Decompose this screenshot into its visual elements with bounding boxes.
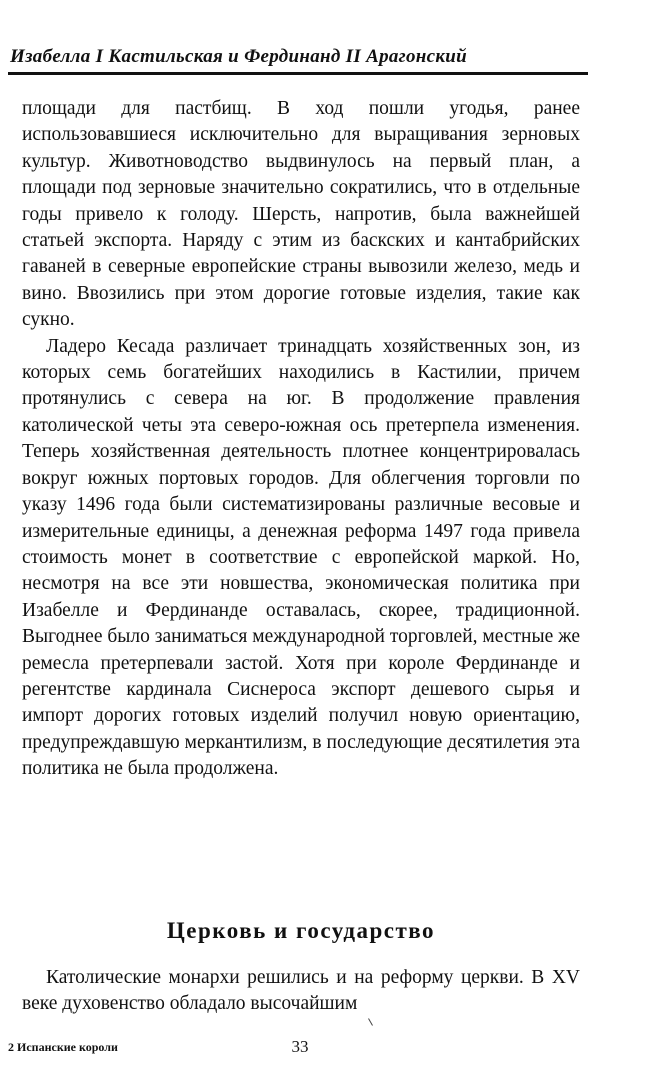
running-head: Изабелла I Кастильская и Фердинанд II Арагонский <box>10 46 468 67</box>
paragraph-2: Ладеро Кесада различает тринадцать хозяйственных зон, из которых семь богатейших находились в Кастилии, причем протянулись с севера на юг. В продолжение правления католической четы эта северо-южная ось претерпела изменения. Теперь хозяйственная деятельность плотнее концентрировалась вокруг южных портовых городов. Для облегчения торговли по указу 1496 года были систематизированы различные весовые и измерительные единицы, а денежная реформа 1497 года привела стоимость монет в соответствие с европейской маркой. Но, несмотря на все эти новшества, экономическая политика при Изабелле и Фердинанде оставалась, скорее, традиционной. Выгоднее было заниматься международной торговлей, местные же ремесла претерпевали застой. Хотя при короле Фердинанде и регентстве кардинала Сиснероса экспорт дешевого сырья и импорт дорогих готовых изделий получил новую ориентацию, предупреждавшую меркантилизм, в последующие десятилетия эта политика не была продолжена. <box>22 335 580 780</box>
header-rule <box>8 72 588 75</box>
print-speck <box>368 1018 373 1025</box>
main-text <box>22 96 580 783</box>
section-heading: Церковь и государство <box>166 918 436 943</box>
signature-mark: 2 Испанские короли <box>8 1040 118 1054</box>
page-number: 33 <box>291 1037 309 1056</box>
section-paragraph: Католические монархи решились и на реформу церкви. В XV веке духовенство обладало высочайшим <box>22 967 580 1015</box>
paragraph-1: площади для пастбищ. В ход пошли угодья, ранее использовавшиеся исключительно для выращивания зерновых культур. Животноводство выдвинулось на первый план, а площади под зерновые значительно сократились, что в отдельные годы привело к голоду. Шерсть, напротив, была важнейшей статьей экспорта. Наряду с этим из баскских и кантабрийских гаваней в северные европейские страны вывозили железо, медь и вино. Ввозились при этом дорогие готовые изделия, такие как сукно. <box>22 98 580 331</box>
